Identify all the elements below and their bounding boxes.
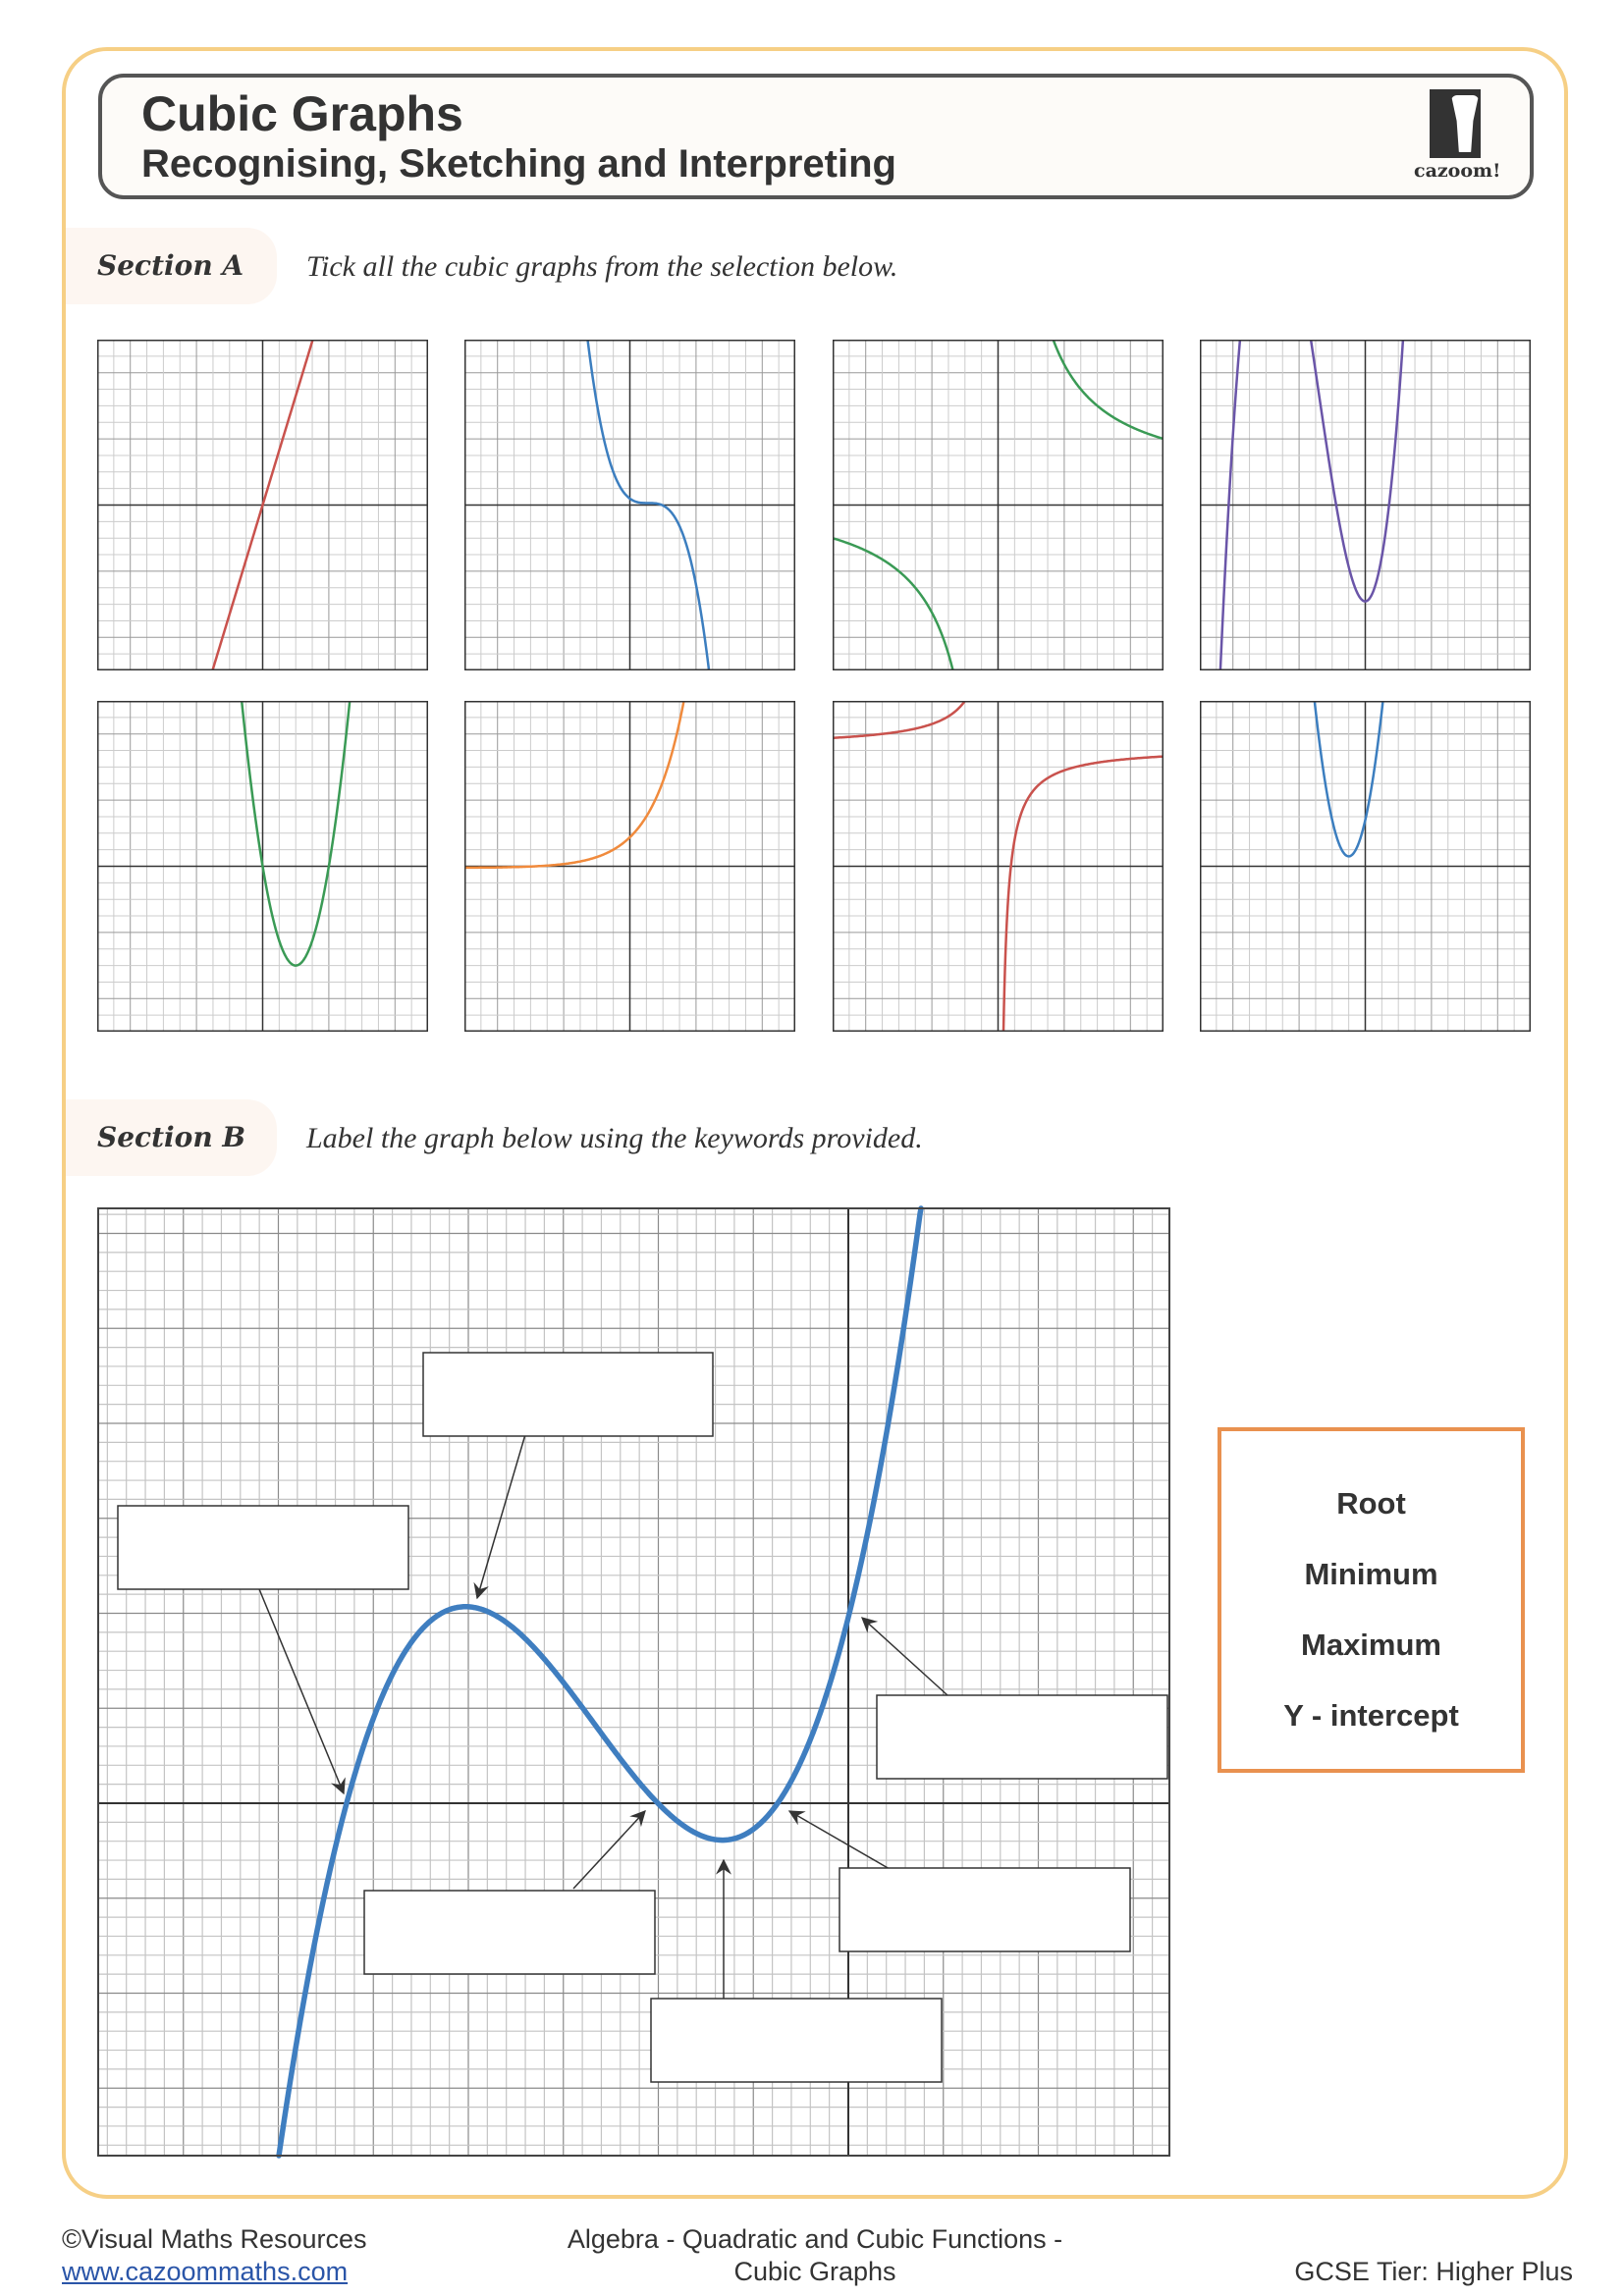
answer-box-4[interactable] bbox=[651, 1999, 942, 2082]
footer-website-wrap bbox=[62, 2257, 348, 2287]
section-a-instruction: Tick all the cubic graphs from the selection below. bbox=[306, 250, 898, 283]
keyword-minimum: Minimum bbox=[1304, 1557, 1438, 1591]
footer-tier: GCSE Tier: Higher Plus bbox=[1294, 2257, 1573, 2286]
footer-website-link[interactable]: www.cazoommaths.com bbox=[62, 2257, 349, 2286]
logo-text: cazoom! bbox=[1414, 160, 1501, 182]
section-a-label-text: Section A bbox=[97, 249, 244, 282]
answer-box-2[interactable] bbox=[118, 1506, 408, 1589]
keyword-root: Root bbox=[1336, 1486, 1406, 1521]
answer-box-1[interactable] bbox=[423, 1353, 713, 1436]
keyword-y-intercept: Y - intercept bbox=[1283, 1698, 1459, 1733]
keyword-maximum: Maximum bbox=[1301, 1628, 1441, 1662]
keyword-box bbox=[1218, 1427, 1525, 1773]
section-b-label-text: Section B bbox=[97, 1121, 246, 1153]
worksheet-subtitle: Recognising, Sketching and Interpreting bbox=[141, 142, 896, 186]
answer-box-3[interactable] bbox=[364, 1891, 655, 1974]
footer-topic-line2: Cubic Graphs bbox=[733, 2257, 896, 2286]
footer-topic-line1: Algebra - Quadratic and Cubic Functions - bbox=[567, 2224, 1063, 2254]
answer-box-5[interactable] bbox=[839, 1868, 1130, 1951]
worksheet-title: Cubic Graphs bbox=[141, 86, 463, 141]
footer-copyright: ©Visual Maths Resources bbox=[62, 2224, 367, 2254]
answer-box-6[interactable] bbox=[877, 1695, 1167, 1779]
section-b-instruction: Label the graph below using the keywords provided. bbox=[306, 1122, 923, 1154]
